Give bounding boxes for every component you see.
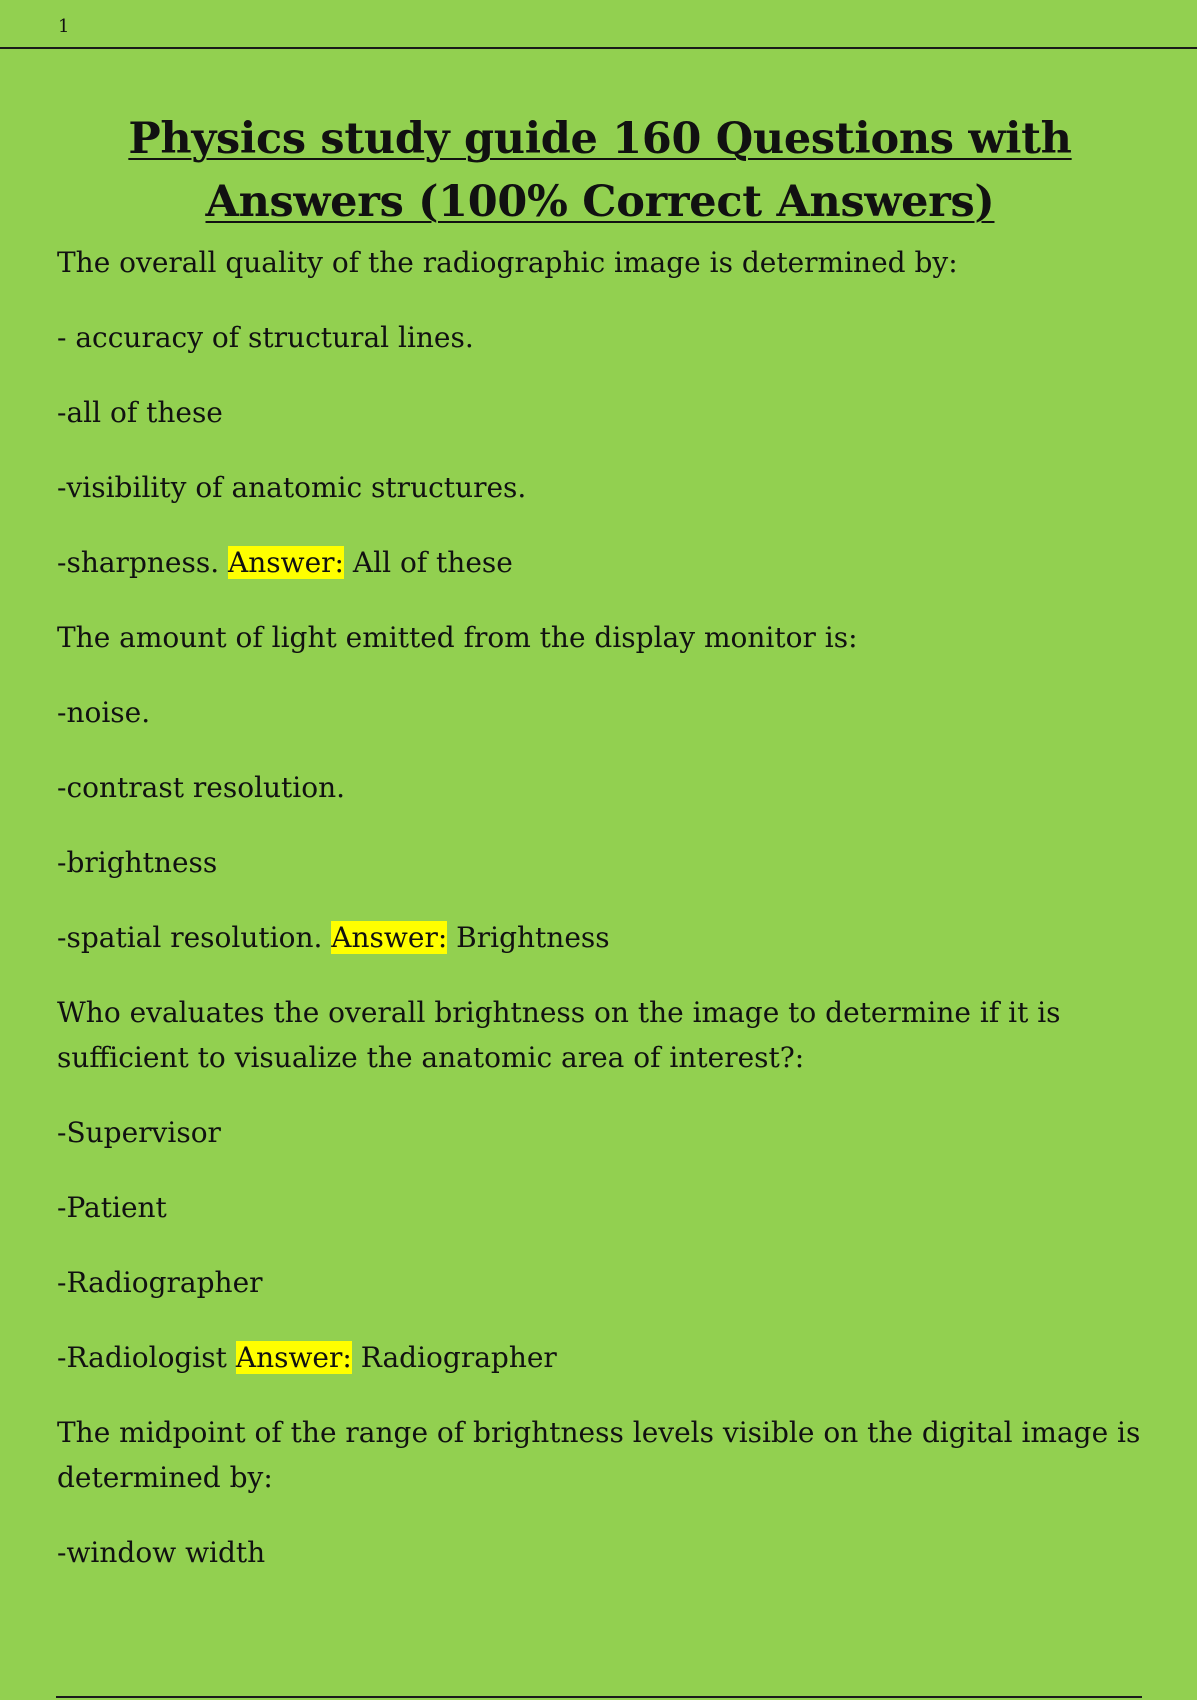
answer-label-highlight: Answer: — [331, 921, 448, 954]
answer-option-with-answer — [57, 540, 1147, 585]
document-title — [0, 108, 1200, 234]
answer-option: -Patient — [57, 1191, 167, 1224]
answer-option-with-answer — [57, 915, 1147, 960]
document-body — [57, 240, 1147, 1605]
correct-answer: Radiographer — [360, 1341, 557, 1374]
answer-option: -visibility of anatomic structures. — [57, 471, 527, 504]
answer-option: -contrast resolution. — [57, 771, 346, 804]
title-line-2: Answers (100% Correct Answers) — [205, 177, 995, 227]
question-prompt: The amount of light emitted from the display monitor is: — [57, 621, 858, 654]
correct-answer: All of these — [352, 546, 513, 579]
answer-option: -Supervisor — [57, 1116, 221, 1149]
answer-option: -noise. — [57, 696, 151, 729]
question-prompt: Who evaluates the overall brightness on the image to determine if it is sufficient to visualize the anatomic area of interest?: — [57, 996, 1061, 1074]
header-rule — [0, 47, 1197, 49]
answer-option-text: -sharpness. — [57, 546, 220, 579]
answer-option: -all of these — [57, 396, 223, 429]
answer-option: -window width — [57, 1536, 266, 1569]
page-number: 1 — [58, 16, 70, 37]
answer-option-with-answer — [57, 1335, 1147, 1380]
title-line-1: Physics study guide 160 Questions with — [128, 114, 1072, 164]
answer-option-text: -Radiologist — [57, 1341, 227, 1374]
answer-option: -Radiographer — [57, 1266, 263, 1299]
answer-label-highlight: Answer: — [235, 1341, 352, 1374]
answer-option-text: -spatial resolution. — [57, 921, 323, 954]
question-prompt: The overall quality of the radiographic image is determined by: — [57, 246, 958, 279]
answer-label-highlight: Answer: — [228, 546, 344, 579]
answer-option: - accuracy of structural lines. — [57, 321, 474, 354]
question-prompt: The midpoint of the range of brightness levels visible on the digital image is determined by: — [57, 1416, 1141, 1494]
footer-rule — [56, 1696, 1142, 1698]
correct-answer: Brightness — [456, 921, 610, 954]
answer-option: -brightness — [57, 846, 218, 879]
